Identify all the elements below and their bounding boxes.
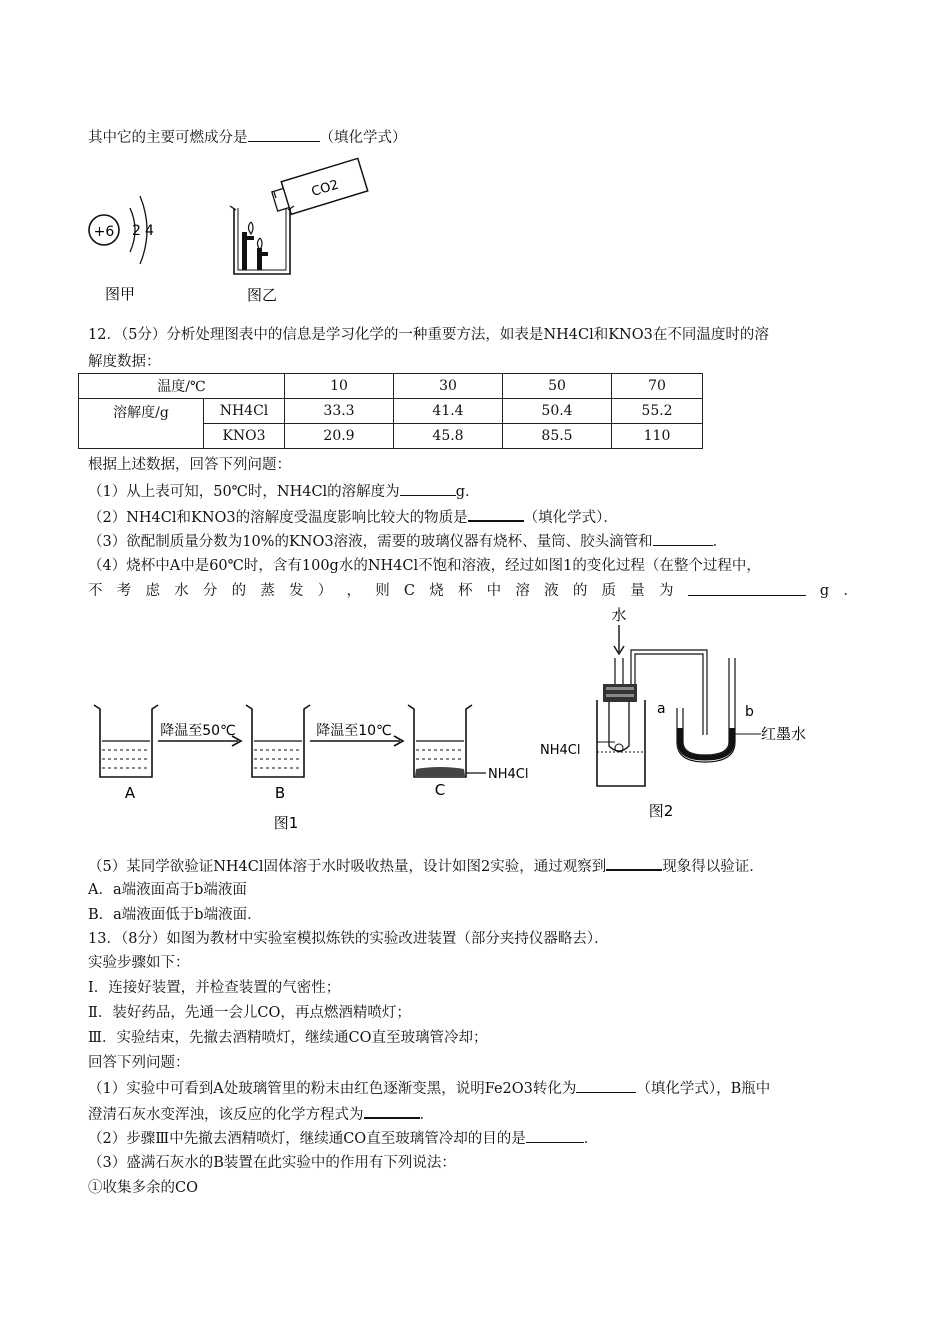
red-ink-label: 红墨水	[761, 725, 807, 743]
q13-answer-lead: 回答下列问题：	[88, 1055, 190, 1071]
figure-yi	[222, 150, 372, 310]
value-cell: 55.2	[612, 399, 703, 424]
solubility-header: 溶解度/g	[79, 399, 204, 449]
figure-2	[535, 600, 825, 825]
q12-intro-line2: 解度数据：	[88, 354, 161, 370]
temp-cell: 30	[394, 374, 503, 399]
q13-step1: Ⅰ．连接好装置，并检查装置的气密性；	[88, 980, 341, 996]
beaker-b-label: B	[274, 784, 286, 802]
fig2-solid-label: NH4Cl	[540, 743, 581, 758]
water-label: 水	[611, 606, 627, 624]
shell1-count: 2	[132, 223, 141, 239]
q12-sub2-blank[interactable]	[468, 506, 524, 522]
q13-sub1-blank2[interactable]	[364, 1103, 420, 1119]
q12-sub3-blank[interactable]	[653, 531, 713, 546]
q13-sub1-line2: 澄清石灰水变浑浊，该反应的化学方程式为 ．	[88, 1103, 434, 1125]
q12-sub5-blank[interactable]	[606, 855, 662, 871]
solid-label: NH4Cl	[488, 767, 529, 782]
beaker-a-label: A	[124, 784, 136, 802]
beaker-b	[246, 705, 310, 777]
q12-sub1: （1）从上表可知，50℃时，NH4Cl的溶解度为 g．	[88, 481, 479, 502]
q13-step3: Ⅲ．实验结束，先撤去酒精喷灯，继续通CO直至玻璃管冷却；	[88, 1030, 488, 1046]
arrow2-label: 降温至10℃	[316, 723, 392, 739]
substance-cell: NH4Cl	[204, 399, 285, 424]
label-a: a	[657, 701, 666, 717]
temp-header: 温度/℃	[79, 374, 285, 399]
temp-cell: 10	[285, 374, 394, 399]
q12-sub2: （2）NH4Cl和KNO3的溶解度受温度影响比较大的物质是 （填化学式）．	[88, 506, 618, 528]
temp-cell: 50	[503, 374, 612, 399]
nucleus-charge: +6	[93, 224, 115, 240]
q12-sub4-blank[interactable]	[688, 581, 806, 596]
q13-option-1: ①收集多余的CO	[88, 1180, 198, 1196]
q13-sub2: （2）步骤Ⅲ中先撤去酒精喷灯，继续通CO直至玻璃管冷却的目的是 ．	[88, 1128, 598, 1149]
temp-cell: 70	[612, 374, 703, 399]
q13-steps-lead: 实验步骤如下：	[88, 955, 190, 971]
solubility-table	[78, 373, 703, 449]
value-cell: 20.9	[285, 424, 394, 449]
figure-jia	[82, 178, 172, 306]
shell2-count: 4	[145, 223, 154, 239]
q12-option-a: A．a端液面高于b端液面	[88, 882, 247, 898]
q13-sub1-line1: （1）实验中可看到A处玻璃管里的粉末由红色逐渐变黑，说明Fe2O3转化为 （填化学式），B瓶中	[88, 1078, 770, 1099]
q13-sub1-blank1[interactable]	[576, 1078, 636, 1093]
q12-sub4-line2: 不 考 虑 水 分 的 蒸 发 ） ， 则 C 烧 杯 中 溶 液 的 质 量 为 g ．	[88, 583, 858, 599]
figure-1-caption: 图1	[273, 814, 299, 832]
beaker-a	[94, 705, 158, 777]
table-row	[79, 399, 703, 424]
beaker-c	[408, 705, 472, 777]
figure-yi-caption: 图乙	[246, 286, 278, 304]
table-row	[79, 374, 703, 399]
q12-sub1-blank[interactable]	[400, 481, 456, 496]
substance-cell: KNO3	[204, 424, 285, 449]
beaker-c-label: C	[434, 781, 446, 799]
figure-1	[88, 695, 558, 835]
q13-intro: 13．（8分）如图为教材中实验室模拟炼铁的实验改进装置（部分夹持仪器略去）．	[88, 931, 609, 947]
value-cell: 41.4	[394, 399, 503, 424]
figure-2-caption: 图2	[648, 802, 674, 820]
q11-tail-line: 其中它的主要可燃成分是 （填化学式）	[88, 127, 407, 148]
q12-lead: 根据上述数据，回答下列问题：	[88, 457, 291, 473]
q12-sub4-line1: （4）烧杯中A中是60℃时，含有100g水的NH4Cl不饱和溶液，经过如图1的变化过程（在整个过程中，	[88, 558, 761, 574]
q12-intro-line1: 12．（5分）分析处理图表中的信息是学习化学的一种重要方法，如表是NH4Cl和KNO3在不同温度时的溶	[88, 327, 769, 343]
q13-step2: Ⅱ．装好药品，先通一会儿CO，再点燃酒精喷灯；	[88, 1005, 411, 1021]
q12-sub5: （5）某同学欲验证NH4Cl固体溶于水时吸收热量，设计如图2实验，通过观察到 现象得以验证．	[88, 855, 764, 877]
arrow1-label: 降温至50℃	[160, 723, 236, 739]
q13-sub2-blank[interactable]	[526, 1128, 584, 1143]
value-cell: 45.8	[394, 424, 503, 449]
value-cell: 85.5	[503, 424, 612, 449]
label-b: b	[745, 704, 754, 720]
q12-sub3: （3）欲配制质量分数为10%的KNO3溶液，需要的玻璃仪器有烧杯、量筒、胶头滴管和 ．	[88, 531, 727, 552]
bottle-label: CO2	[309, 177, 341, 200]
q12-option-b: B．a端液面低于b端液面．	[88, 907, 262, 923]
value-cell: 50.4	[503, 399, 612, 424]
value-cell: 33.3	[285, 399, 394, 424]
q11-answer-blank[interactable]	[248, 127, 320, 142]
q13-sub3: （3）盛满石灰水的B装置在此实验中的作用有下列说法：	[88, 1155, 456, 1171]
figure-jia-caption: 图甲	[104, 285, 136, 303]
value-cell: 110	[612, 424, 703, 449]
